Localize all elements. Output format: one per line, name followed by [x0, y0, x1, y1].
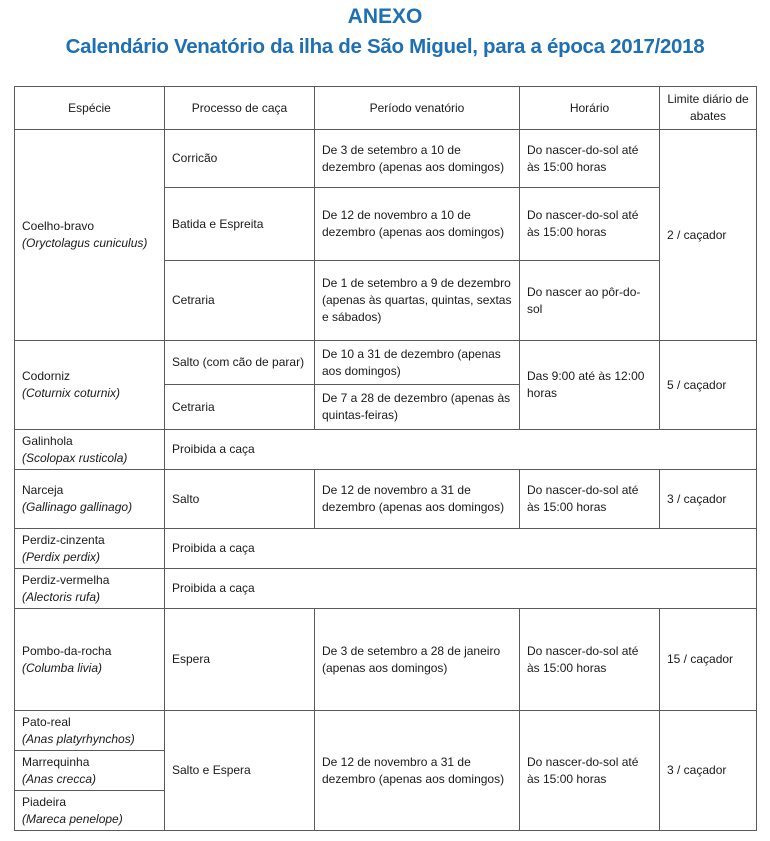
period-cell: De 7 a 28 de dezembro (apenas às quintas-feiras): [315, 385, 520, 430]
species-cell: [15, 711, 165, 751]
species-common-name: Perdiz-vermelha: [22, 572, 110, 587]
species-common-name: Pombo-da-rocha: [22, 643, 112, 658]
column-header-hours: Horário: [520, 87, 660, 130]
table-row: [15, 711, 757, 751]
limit-cell: 2 / caçador: [660, 130, 757, 341]
table-row: [15, 609, 757, 711]
process-cell: Salto: [165, 470, 315, 529]
forbidden-cell: Proibida a caça: [165, 569, 757, 609]
table-row: [15, 569, 757, 609]
forbidden-cell: Proibida a caça: [165, 529, 757, 569]
column-header-process: Processo de caça: [165, 87, 315, 130]
species-scientific-name: (Alectoris rufa): [22, 589, 101, 604]
period-cell: De 12 de novembro a 31 de dezembro (apenas aos domingos): [315, 470, 520, 529]
species-scientific-name: (Gallinago gallinago): [22, 500, 133, 514]
period-cell: De 12 de novembro a 31 de dezembro (apenas aos domingos): [315, 711, 520, 831]
species-common-name: Marrequinha: [22, 754, 90, 769]
species-cell: [15, 130, 165, 341]
table-row: [15, 529, 757, 569]
limit-cell: 3 / caçador: [660, 470, 757, 529]
table-row: [15, 470, 757, 529]
species-cell: [15, 609, 165, 711]
species-scientific-name: (Columba livia): [22, 660, 103, 675]
table-header-row: [15, 87, 757, 130]
table-row: [15, 430, 757, 470]
species-common-name: Narceja: [22, 483, 64, 497]
process-cell: Batida e Espreita: [165, 188, 315, 261]
limit-cell: 5 / caçador: [660, 341, 757, 430]
hours-cell: Do nascer-do-sol até às 15:00 horas: [520, 188, 660, 261]
hours-cell: Das 9:00 até às 12:00 horas: [520, 341, 660, 430]
process-cell: Espera: [165, 609, 315, 711]
column-header-daily-limit: Limite diário de abates: [660, 87, 757, 130]
species-cell: [15, 430, 165, 470]
hours-cell: Do nascer-do-sol até às 15:00 horas: [520, 470, 660, 529]
hours-cell: Do nascer-do-sol até às 15:00 horas: [520, 130, 660, 188]
species-common-name: Galinhola: [22, 433, 73, 448]
process-cell: Corricão: [165, 130, 315, 188]
process-cell: Salto (com cão de parar): [165, 341, 315, 385]
column-header-period: Período venatório: [315, 87, 520, 130]
annex-heading: ANEXO: [347, 5, 423, 28]
hours-cell: Do nascer ao pôr-do-sol: [520, 261, 660, 341]
species-cell: [15, 341, 165, 430]
period-cell: De 10 a 31 de dezembro (apenas aos domingos): [315, 341, 520, 385]
forbidden-cell: Proibida a caça: [165, 430, 757, 470]
species-scientific-name: (Anas platyrhynchos): [22, 731, 135, 746]
species-common-name: Coelho-bravo: [22, 219, 95, 233]
species-cell: [15, 569, 165, 609]
species-cell: [15, 751, 165, 791]
species-scientific-name: (Perdix perdix): [22, 549, 101, 564]
table-row: [15, 341, 757, 385]
species-scientific-name: (Oryctolagus cuniculus): [22, 236, 148, 250]
process-cell: Salto e Espera: [165, 711, 315, 831]
species-cell: [15, 470, 165, 529]
species-common-name: Piadeira: [22, 794, 67, 809]
hours-cell: Do nascer-do-sol até às 15:00 horas: [520, 711, 660, 831]
period-cell: De 1 de setembro a 9 de dezembro (apenas às quartas, quintas, sextas e sábados): [315, 261, 520, 341]
species-common-name: Pato-real: [22, 714, 71, 729]
period-cell: De 3 de setembro a 28 de janeiro (apenas aos domingos): [315, 609, 520, 711]
column-header-species: Espécie: [15, 87, 165, 130]
limit-cell: 15 / caçador: [660, 609, 757, 711]
species-cell: [15, 529, 165, 569]
species-scientific-name: (Scolopax rusticola): [22, 450, 128, 465]
species-cell: [15, 791, 165, 831]
species-scientific-name: (Coturnix coturnix): [22, 386, 121, 400]
page-title: Calendário Venatório da ilha de São Miguel, para a época 2017/2018: [65, 35, 705, 58]
species-scientific-name: (Mareca penelope): [22, 811, 123, 826]
limit-cell: 3 / caçador: [660, 711, 757, 831]
table-row: [15, 130, 757, 188]
period-cell: De 3 de setembro a 10 de dezembro (apenas aos domingos): [315, 130, 520, 188]
species-common-name: Perdiz-cinzenta: [22, 532, 105, 547]
hours-cell: Do nascer-do-sol até às 15:00 horas: [520, 609, 660, 711]
period-cell: De 12 de novembro a 10 de dezembro (apenas aos domingos): [315, 188, 520, 261]
species-common-name: Codorniz: [22, 369, 71, 383]
species-scientific-name: (Anas crecca): [22, 771, 97, 786]
process-cell: Cetraria: [165, 385, 315, 430]
hunting-calendar-table: [14, 86, 757, 831]
process-cell: Cetraria: [165, 261, 315, 341]
